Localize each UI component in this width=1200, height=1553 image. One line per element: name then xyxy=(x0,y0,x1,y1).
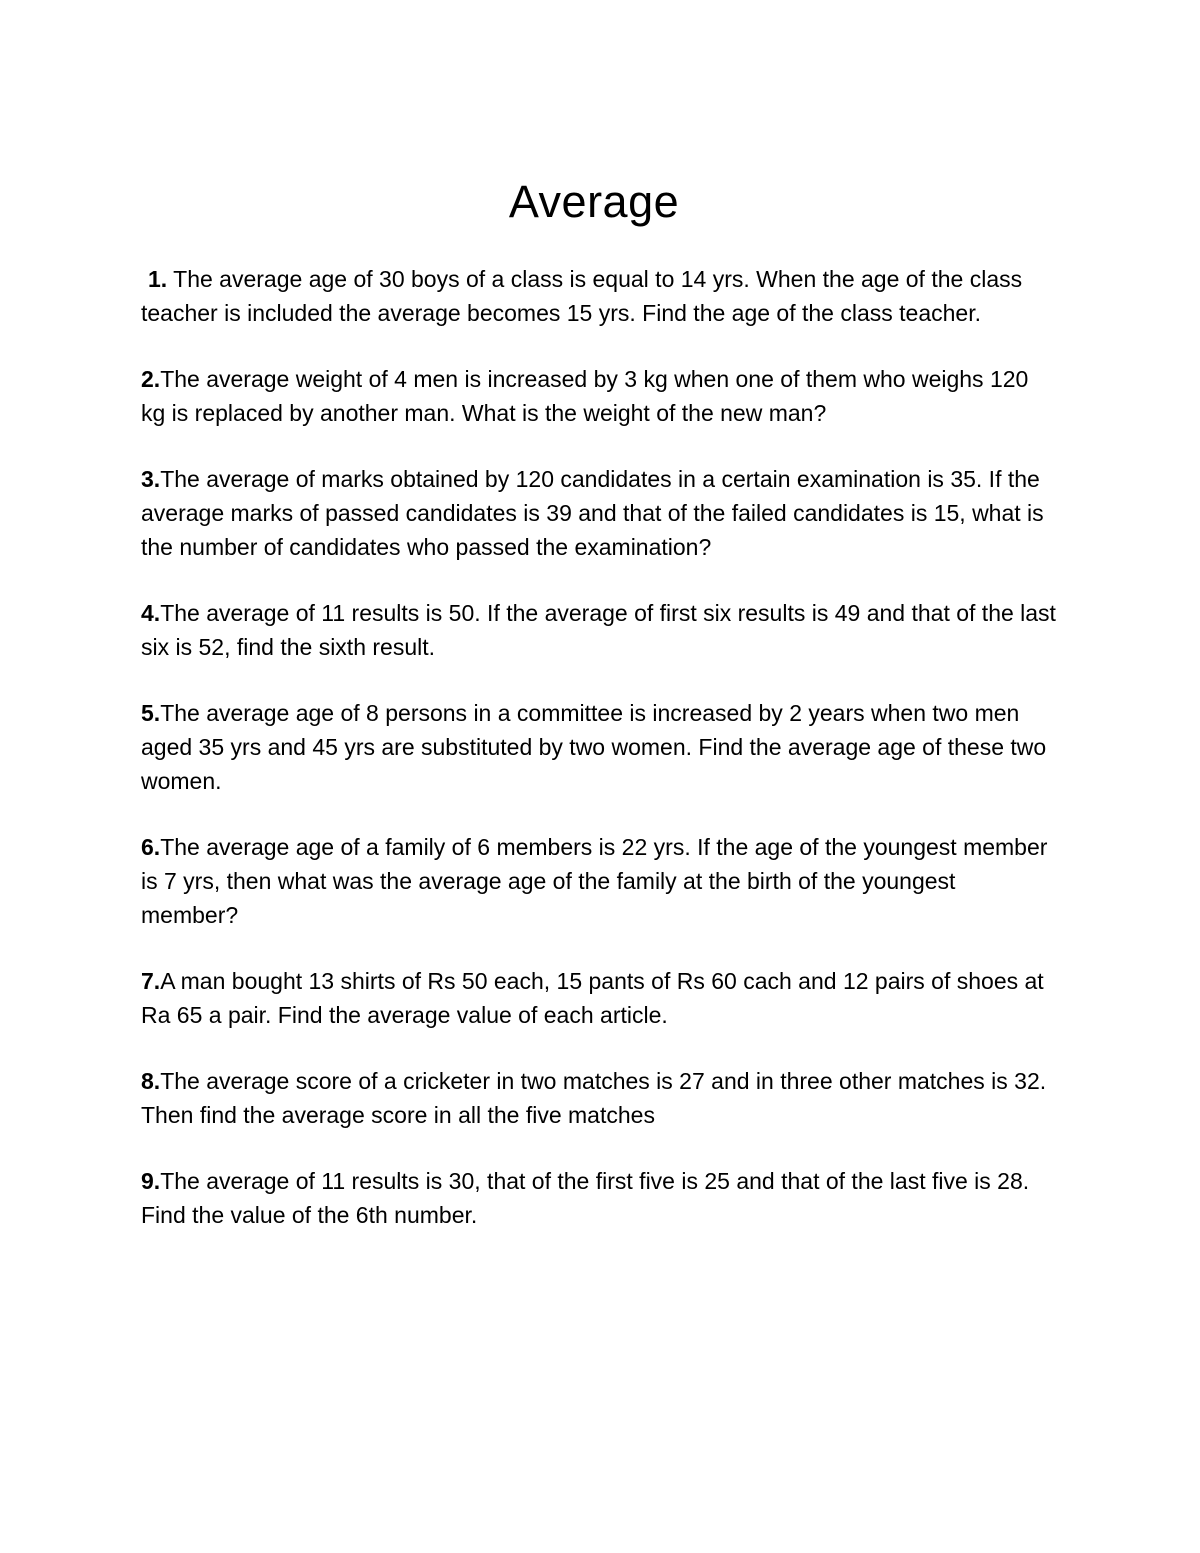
question-number: 7. xyxy=(141,968,161,994)
question-text: The average of 11 results is 50. If the average of first six results is 49 and that of the last six is 52, find the sixth result. xyxy=(141,600,1056,660)
question-item xyxy=(141,362,1056,430)
question-item xyxy=(141,596,1056,664)
question-number: 4. xyxy=(141,600,161,626)
question-item xyxy=(141,1164,1056,1232)
question-number: 9. xyxy=(141,1168,161,1194)
question-text: The average age of a family of 6 members is 22 yrs. If the age of the youngest member is 7 yrs, then what was the average age of the family at the birth of the youngest member? xyxy=(141,834,1048,928)
question-number: 6. xyxy=(141,834,161,860)
question-text: The average weight of 4 men is increased by 3 kg when one of them who weighs 120 kg is replaced by another man. What is the weight of the new man? xyxy=(141,366,1029,426)
question-text: The average of 11 results is 30, that of the first five is 25 and that of the last five is 28. Find the value of the 6th number. xyxy=(141,1168,1030,1228)
question-list xyxy=(141,262,1056,1264)
question-text: The average age of 8 persons in a committee is increased by 2 years when two men aged 35 yrs and 45 yrs are substituted by two women. Find the average age of these two women. xyxy=(141,700,1047,794)
question-text: The average of marks obtained by 120 candidates in a certain examination is 35. If the average marks of passed candidates is 39 and that of the failed candidates is 15, what is the number of candidates who passed the examination? xyxy=(141,466,1044,560)
question-number: 1. xyxy=(148,266,168,292)
question-number: 2. xyxy=(141,366,161,392)
question-item xyxy=(141,696,1056,798)
question-item xyxy=(141,830,1056,932)
question-number: 5. xyxy=(141,700,161,726)
question-item xyxy=(141,262,1056,330)
question-item xyxy=(141,462,1056,564)
question-item xyxy=(141,1064,1056,1132)
question-text: The average score of a cricketer in two matches is 27 and in three other matches is 32. Then find the average score in all the five matches xyxy=(141,1068,1047,1128)
question-text: The average age of 30 boys of a class is equal to 14 yrs. When the age of the class teacher is included the average becomes 15 yrs. Find the age of the class teacher. xyxy=(141,266,1023,326)
question-number: 8. xyxy=(141,1068,161,1094)
question-item xyxy=(141,964,1056,1032)
question-number: 3. xyxy=(141,466,161,492)
page-title: Average xyxy=(508,176,680,228)
question-text: A man bought 13 shirts of Rs 50 each, 15 pants of Rs 60 cach and 12 pairs of shoes at Ra 65 a pair. Find the average value of each article. xyxy=(141,968,1044,1028)
